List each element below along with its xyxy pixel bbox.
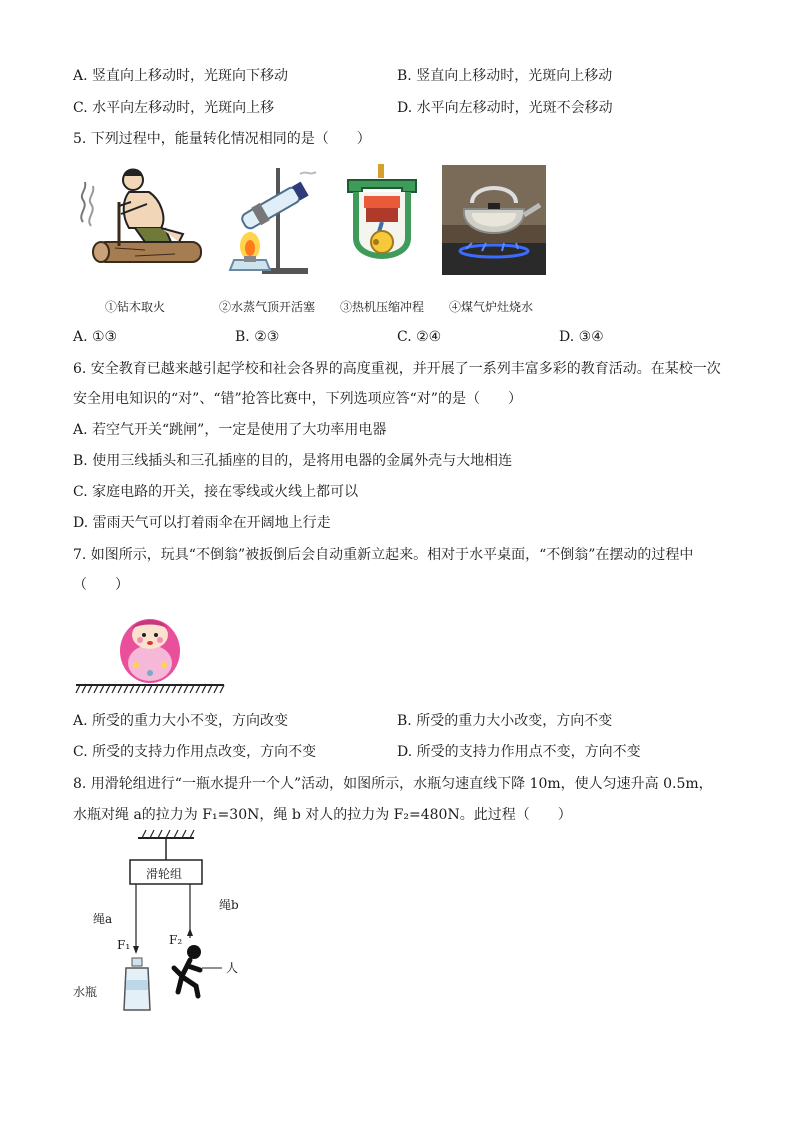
q4-option-c: C. 水平向左移动时，光斑向上移: [73, 100, 275, 116]
rope-b-label: 绳b: [219, 898, 239, 912]
q6-stem-line-1: 6. 安全教育已越来越引起学校和社会各界的高度重视，并开展了一系列丰富多彩的教育活动。在某校一次: [73, 361, 721, 377]
figure-caption-1: ①钻木取火: [105, 300, 166, 314]
q7-option-a: A. 所受的重力大小不变，方向改变: [73, 713, 289, 729]
q5-option-d: D. ③④: [559, 329, 604, 345]
pulley-label: 滑轮组: [146, 867, 183, 881]
q6-option-c: C. 家庭电路的开关，接在零线或火线上都可以: [73, 484, 359, 500]
q5-stem: 5. 下列过程中，能量转化情况相同的是（ ）: [73, 131, 371, 147]
force-f1-label: F₁: [117, 938, 131, 952]
q7-stem-line-1: 7. 如图所示，玩具“不倒翁”被扳倒后会自动重新立起来。相对于水平桌面，“不倒翁”在摆动的过程中: [73, 547, 694, 563]
bottle-label: 水瓶: [73, 985, 98, 999]
q5-option-a: A. ①③: [73, 329, 118, 345]
figure-caption-4: ④煤气炉灶烧水: [449, 300, 534, 314]
gas-stove-kettle-figure: [442, 165, 546, 275]
drill-wood-fire-figure: [75, 162, 205, 274]
engine-compression-figure: [342, 162, 422, 274]
tumbler-doll-figure: [74, 605, 226, 697]
q7-option-b: B. 所受的重力大小改变，方向不变: [397, 713, 613, 729]
q5-option-b: B. ②③: [235, 329, 280, 345]
q4-option-b: B. 竖直向上移动时，光斑向上移动: [397, 68, 613, 84]
steam-stopper-figure: [222, 162, 322, 280]
q8-stem-line-2: 水瓶对绳 a的拉力为 F₁=30N，绳 b 对人的拉力为 F₂=480N。此过程（ ）: [73, 807, 572, 823]
rope-a-label: 绳a: [93, 912, 113, 926]
q7-option-c: C. 所受的支持力作用点改变，方向不变: [73, 744, 317, 760]
q5-option-c: C. ②④: [397, 329, 442, 345]
q6-stem-line-2: 安全用电知识的“对”、“错”抢答比赛中，下列选项应答“对”的是（ ）: [73, 391, 522, 407]
figure-caption-2: ②水蒸气顶开活塞: [219, 300, 316, 314]
q8-stem-line-1: 8. 用滑轮组进行“一瓶水提升一个人”活动，如图所示，水瓶匀速直线下降 10m，使人匀速升高 0.5m，: [73, 776, 713, 792]
person-label: 人: [226, 961, 239, 975]
force-f2-label: F₂: [169, 933, 183, 947]
q7-option-d: D. 所受的支持力作用点不变，方向不变: [397, 744, 641, 760]
figure-caption-3: ③热机压缩冲程: [340, 300, 425, 314]
q7-stem-line-2: （ ）: [73, 577, 129, 593]
q6-option-a: A. 若空气开关“跳闸”，一定是使用了大功率用电器: [73, 422, 387, 438]
q4-option-a: A. 竖直向上移动时，光斑向下移动: [73, 68, 289, 84]
q6-option-b: B. 使用三线插头和三孔插座的目的，是将用电器的金属外壳与大地相连: [73, 453, 513, 469]
q6-option-d: D. 雷雨天气可以打着雨伞在开阔地上行走: [73, 515, 331, 531]
q4-option-d: D. 水平向左移动时，光斑不会移动: [397, 100, 613, 116]
